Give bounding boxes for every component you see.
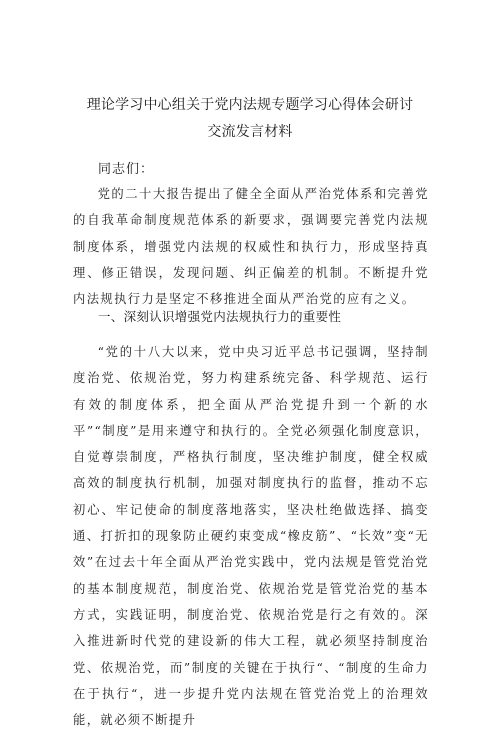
document-title-line-2: 交流发言材料 (207, 124, 293, 140)
greeting: 同志们： (98, 162, 155, 177)
document-title-line-1: 理论学习中心组关于党内法规专题学习心得体会研讨 (86, 97, 414, 113)
paragraph-intro: 党的二十大报告提出了健全全面从严治党体系和完善党的自我革命制度规范体系的新要求，强调要完善党内法规制度体系，增强党内法规的权威性和执行力，形成坚持真理、修正错误，发现问题、纠正偏差的机制。不断提升党内法规执行力是坚定不移推进全面从严治党的应有之义。 (73, 187, 429, 307)
section-heading-1: 一、深刻认识增强党内法规执行力的重要性 (98, 309, 342, 324)
paragraph-section-1: “党的十八大以来，党中央习近平总书记强调，坚持制度治党、依规治党，努力构建系统完备、科学规范、运行有效的制度体系，把全面从严治党提升到一个新的水平”“制度”是用来遵守和执行的。全党必须强化制度意识，自觉尊崇制度，严格执行制度，坚决维护制度，健全权威高效的制度执行机制，加强对制度执行的监督，推动不忘初心、牢记使命的制度落地落实，坚决杜绝做选择、搞变通、打折扣的现象防止硬约束变成“橡皮筋”、“长效”变“无效”在过去十年全面从严治党实践中，党内法规是管党治党的基本制度规范，制度治党、依规治党是管党治党的基本方式，实践证明，制度治党、依规治党是行之有效的。深入推进新时代党的建设新的伟大工程，就必须坚持制度治党、依规治党，而”制度的关键在于执行“、“制度的生命力在于执行“，进一步提升党内法规在管党治党上的治理效能，就必须不断提升 (73, 345, 429, 728)
